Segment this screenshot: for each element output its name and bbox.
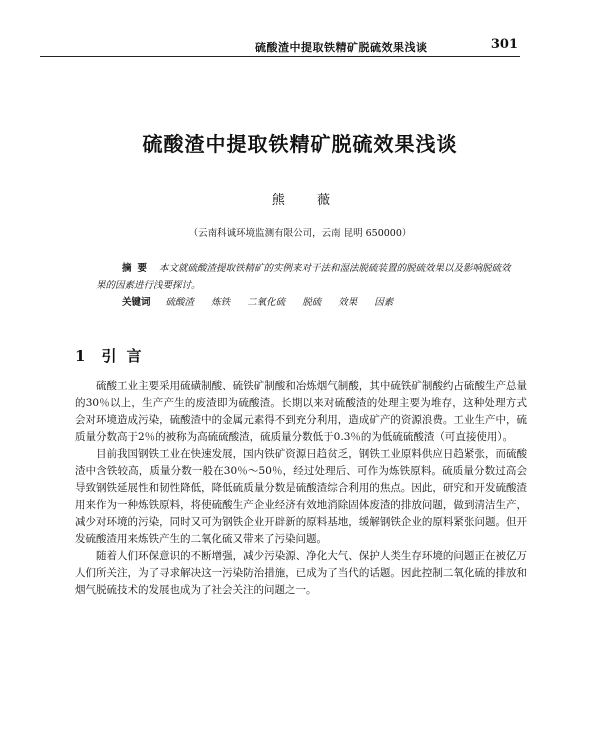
body-text — [75, 378, 527, 599]
paragraph: 硫酸工业主要采用硫磺制酸、硫铁矿制酸和冶炼烟气制酸，其中硫铁矿制酸约占硫酸生产总量的30％以上，生产产生的废渣即为硫酸渣。长期以来对硫酸渣的处理主要为堆存，这种处理方式会对环境造成污染，硫酸渣中的金属元素得不到充分利用，造成矿产的资源浪费。工业生产中，硫质量分数高于2％的被称为高硫硫酸渣，硫质量分数低于0.3％的为低硫硫酸渣（可直接使用）。 — [75, 380, 527, 443]
affiliation: （云南科诚环境监测有限公司，云南 昆明 650000） — [188, 228, 412, 239]
keywords — [122, 294, 522, 308]
paragraph: 随着人们环保意识的不断增强，减少污染源、净化大气、保护人类生存环境的问题正在被亿万人们所关注，为了寻求解决这一污染防治措施，已成为了当代的话题。因此控制二氧化硫的排放和烟气脱硫技术的发展也成为了社会关注的问题之一。 — [75, 550, 527, 596]
abstract-label: 摘要 — [122, 263, 154, 274]
running-title: 硫酸渣中提取铁精矿脱硫效果浅谈 — [255, 41, 428, 54]
keyword: 二氧化硫 — [247, 297, 286, 308]
abstract — [96, 260, 516, 294]
section-title: 引言 — [101, 347, 152, 365]
section-heading — [75, 345, 151, 366]
page-number: 301 — [490, 37, 518, 52]
keyword: 因素 — [374, 297, 394, 308]
keyword: 硫酸渣 — [165, 297, 195, 308]
keyword: 炼铁 — [211, 297, 231, 308]
paragraph: 目前我国钢铁工业在快速发展，国内铁矿资源日趋贫乏，钢铁工业原料供应日趋紧张，而硫酸渣中含铁较高，质量分数一般在30％～50％，经过处理后、可作为炼铁原料。硫质量分数过高会导致钢铁延展性和韧性降低，降低硫质量分数是硫酸渣综合利用的焦点。因此，研究和开发硫酸渣用来作为一种炼铁原料，将使硫酸生产企业经济有效地消除固体废渣的排放问题，做到清洁生产，减少对环境的污染，同时又可为钢铁企业开辟新的原料基地，缓解钢铁企业的原料紧张问题。但开发硫酸渣用来炼铁产生的二氧化硫又带来了污染问题。 — [75, 448, 527, 545]
keyword: 脱硫 — [302, 297, 322, 308]
author: 熊 薇 — [271, 193, 345, 208]
keyword: 效果 — [338, 297, 358, 308]
keywords-label: 关键词 — [122, 297, 151, 308]
paper-title: 硫酸渣中提取铁精矿脱硫效果浅谈 — [142, 132, 458, 156]
section-number: 1 — [75, 347, 86, 365]
running-header — [40, 36, 520, 57]
abstract-text: 本文就硫酸渣提取铁精矿的实例来对干法和湿法脱硫装置的脱硫效果以及影响脱硫效果的因素进行浅要探讨。 — [96, 263, 511, 291]
